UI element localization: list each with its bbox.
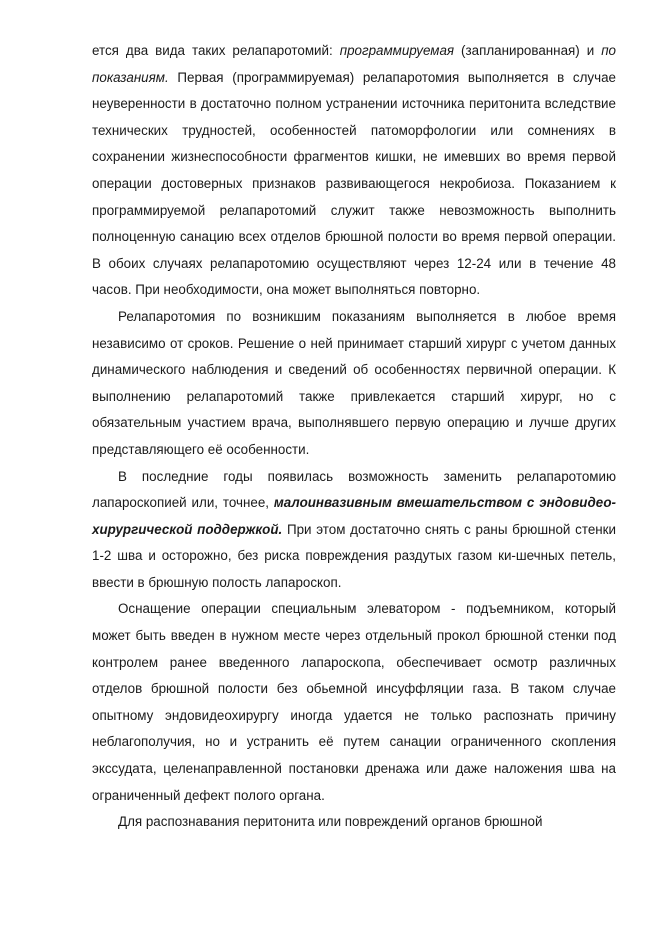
paragraph-3 bbox=[92, 464, 616, 597]
term-programmable: программируемая bbox=[339, 43, 455, 58]
paragraph-2-text: Релапаротомия по возникшим показаниям выполняется в любое время независимо от сроков. Решение о ней принимает старший хирург с учетом данных динамического наблюдения и сведений об особенностях первичной операции. К выполнению релапаротомий также привлекается старший хирург, но с обязательным участием врача, выполнявшего первую операцию и лучше других представляющего её особенности. bbox=[92, 308, 616, 457]
paragraph-4 bbox=[92, 596, 616, 809]
paragraph-5 bbox=[92, 809, 616, 836]
term-minimally-invasive: малоинвазивным вмешательством с эндовидео-хирургической поддержкой. bbox=[92, 495, 616, 537]
document-page bbox=[92, 38, 616, 836]
term-by-indication: по показаниям. bbox=[92, 43, 617, 85]
paragraph-2 bbox=[92, 304, 616, 464]
paragraph-1-text: Первая (программируемая) релапаротомия выполняется в случае неуверенности в достаточно полном устранении источника перитонита вследствие технических трудностей, особенностей патоморфологии или сомнениях в сохранении жизнеспособности фрагментов кишки, не имевших во время первой операции достоверных признаков развивающегося некробиоза. Показанием к программируемой релапаротомий служит также невозможность выполнить полноценную санацию всех отделов брюшной полости во время первой операции. В обоих случаях релапаротомию осуществляют через 12-24 или в течение 48 часов. При необходимости, она может выполняться повторно. bbox=[92, 69, 616, 298]
paragraph-1 bbox=[92, 38, 616, 304]
paragraph-5-text: Для распознавания перитонита или повреждений органов брюшной bbox=[118, 814, 543, 830]
paragraph-1-text: (запланированная) и bbox=[454, 43, 602, 58]
paragraph-4-text: Оснащение операции специальным элеватором - подъемником, который может быть введен в нужном месте через отдельный прокол брюшной стенки под контролем ранее введенного лапароскопа, обеспечивает осмотр различных отделов брюшной полости без обьемной инсуффляции газа. В таком случае опытному эндовидеохирургу иногда удается не только распознать причину неблагополучия, но и устранить её путем санации ограниченного скопления экссудата, целенаправленной постановки дренажа или даже наложения шва на ограниченный дефект полого органа. bbox=[92, 601, 616, 803]
paragraph-1-text: ется два вида таких релапаротомий: bbox=[92, 43, 340, 58]
paragraph-3-text: В последние годы появилась возможность заменить релапаротомию лапароскопией или, точнее, bbox=[92, 468, 616, 511]
paragraph-3-text: При этом достаточно снять с раны брюшной стенки 1-2 шва и осторожно, без риска повреждения раздутых газом ки-шечных петель, ввести в брюшную полость лапароскоп. bbox=[92, 521, 616, 590]
